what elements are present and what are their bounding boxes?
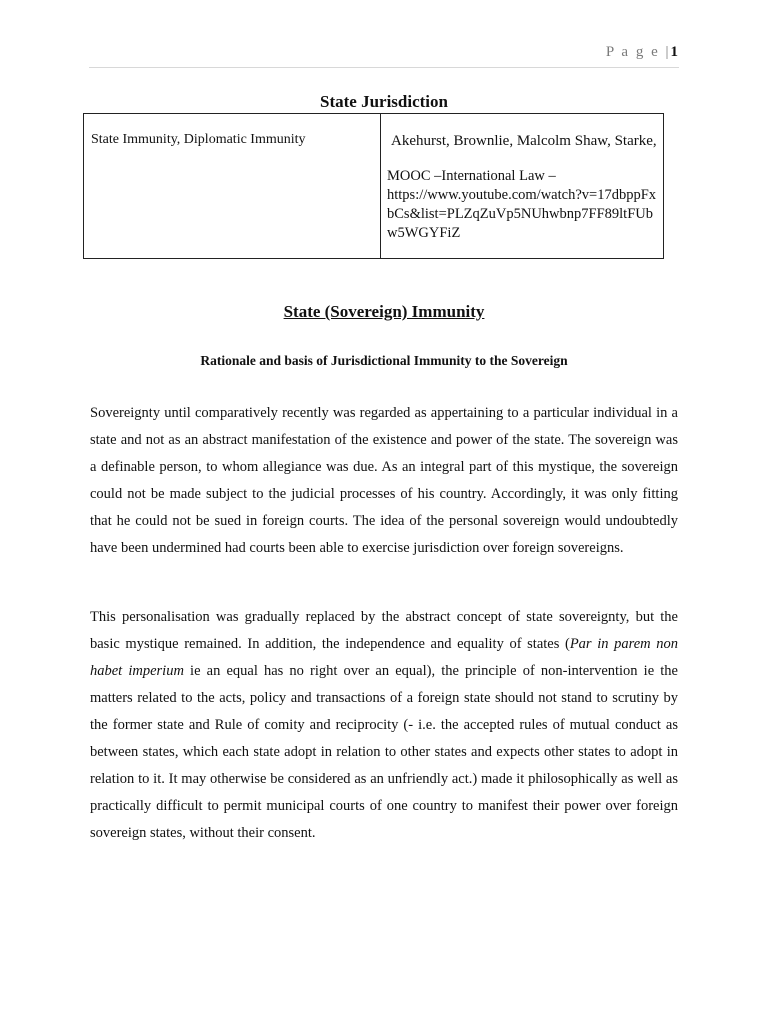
paragraph-2-text-b: ie an equal has no right over an equal), the principle of non-intervention ie the matters related to the acts, policy and transactions of a foreign state should not stand to scrutiny by the former state and Rule of comity and reciprocity (- i.e. the accepted rules of mutual conduct as between states, which each state adopt in relation to other states and expects other states to adopt in relation to it. It may otherwise be considered as an unfriendly act.) made it philosophically as well as practically difficult to permit municipal courts of one country to manifest their power over foreign sovereign states, without their consent. [90, 663, 678, 841]
mooc-label: MOOC –International Law – [387, 168, 556, 184]
reference-row [84, 114, 664, 259]
authors-text: Akehurst, Brownlie, Malcolm Shaw, Starke, [391, 133, 657, 149]
reference-table [83, 113, 664, 259]
page-label: P a g e | [605, 44, 671, 60]
topics-cell [84, 114, 381, 259]
body-paragraph-2 [90, 604, 678, 847]
latin-maxim: Par in parem non habet imperium [90, 636, 678, 679]
page-number: 1 [670, 44, 678, 60]
mooc-link[interactable]: https://www.youtube.com/watch?v=17dbppFxbCs&list=PLZqZuVp5NUhwbnp7FF89ltFUbw5WGYFiZ [387, 187, 657, 241]
section-subheading: Rationale and basis of Jurisdictional Immunity to the Sovereign [200, 353, 568, 368]
section-title: State (Sovereign) Immunity [283, 302, 485, 321]
header-divider [89, 67, 679, 68]
sources-cell [381, 114, 664, 259]
page-header [606, 44, 678, 61]
topics-text: State Immunity, Diplomatic Immunity [91, 132, 306, 147]
body-paragraph-1: Sovereignty until comparatively recently was regarded as appertaining to a particular individual in a state and not as an abstract manifestation of the existence and power of the state. The sovereign was a definable person, to whom allegiance was due. As an integral part of this mystique, the sovereign could not be made subject to the judicial processes of his country. Accordingly, it was only fitting that he could not be sued in foreign courts. The idea of the personal sovereign would undoubtedly have been undermined had courts been able to exercise jurisdiction over foreign sovereigns. [90, 405, 678, 556]
document-title: State Jurisdiction [320, 92, 448, 111]
paragraph-2-text-a: This personalisation was gradually replaced by the abstract concept of state sovereignty, but the basic mystique remained. In addition, the independence and equality of states ( [90, 609, 678, 652]
